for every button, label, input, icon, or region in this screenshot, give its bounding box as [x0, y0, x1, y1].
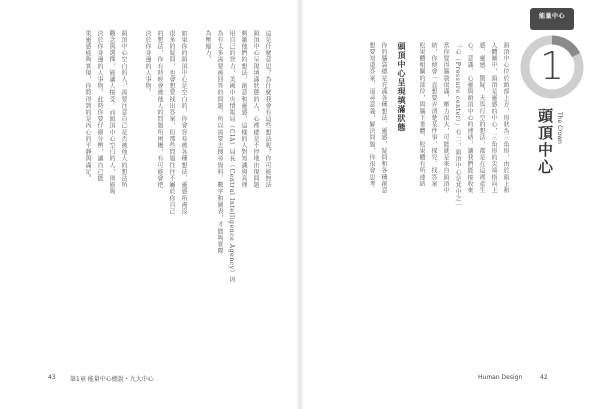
body-column: 你的腦袋總是充滿各種想法、靈感、疑問和各種創意	[380, 42, 387, 194]
chapter-title: 頭頂中心	[536, 108, 554, 176]
book-spine	[296, 0, 304, 409]
body-column: 感、靈感、驚疑，天馬行空的想法，都是在這裡產生	[478, 42, 485, 194]
section-heading: 頭頂中心呈現填滿狀態	[397, 42, 406, 132]
body-column: 刺激他們的想法，創意和靈感，這樣的人對知識與真理	[240, 30, 247, 189]
body-column: 心。意識、心靈與頭頂中心的連結，讓我們能接收來	[466, 42, 473, 194]
right-page-number: 42	[540, 374, 548, 381]
body-column: 這是什麼意思？為什麼我會有這些想法呢？你可能無法	[264, 30, 271, 189]
chapter-number: 1	[539, 44, 565, 88]
body-column: 很多的疑問，也會想要找出答案，但那些問題往往不屬於你自己	[168, 30, 175, 215]
body-column: 當你覺得腦袋很滿，壓力很大，可能就是來自頭頂中	[442, 42, 449, 194]
body-column: 的想法，你有時候會被他人的問題所困擾，有可能會把	[156, 30, 163, 189]
left-page-number: 43	[48, 374, 56, 381]
body-column: 如果你的頭頂中心是空白的，你會容易被各種想法、靈感所淹沒	[180, 30, 187, 215]
chapter-title-en: The Crown	[556, 112, 563, 144]
body-column: 觀念與選擇，能讓人接受。而頭頂中心空白的人，則能夠	[108, 30, 115, 195]
body-column: 頭頂中心空白的人，需要注意自己是否被他人的想法所	[120, 30, 127, 189]
body-column: 用自己的智力，美國中央情報局（CIA）局長（Central Intelligence Agency）因	[228, 30, 235, 283]
body-column: 決於你身邊的人事物。	[144, 30, 151, 96]
chapter-badge-label: 能量中心	[538, 13, 565, 20]
body-column: 結，你便會一直想要弄清楚某件事，探究、找答案	[430, 42, 437, 188]
right-running-head: Human Design	[478, 374, 523, 381]
left-running-head: 第1章 能量中心總說・九大中心	[70, 376, 154, 383]
body-column: 想要知道答案、追尋意義，解決問題，你很會思考	[368, 42, 375, 188]
body-column: 為壓縮力。	[204, 30, 211, 63]
body-column: 「心（Pressure center）」有二，頭頂中心是其中之一	[454, 42, 461, 209]
body-column: 松果體相關的部位，與腦下垂體、松果體有所連結	[418, 42, 425, 188]
body-column: 頭頂中心呈現填滿狀態的人，心裡總是不停地出現問題	[252, 30, 259, 189]
body-column: 決於你身邊的人事物，此時你要仔細分辨，讓自己能	[96, 30, 103, 182]
body-column: 為有太多需要被回答的問題，所以需要去搜尋資料、數字和圖表，才能夠實際	[216, 30, 223, 255]
body-column: 果靈感能夠實現，你將得到的是內心的平靜與滿足。	[84, 30, 91, 182]
body-column: 人體圖中，頭頂是靈感的中心，三角形的尖端指向上	[490, 42, 497, 194]
body-column: 頭頂中心位於頭部上方，形狀為三角形，由於頭上和	[502, 42, 509, 194]
